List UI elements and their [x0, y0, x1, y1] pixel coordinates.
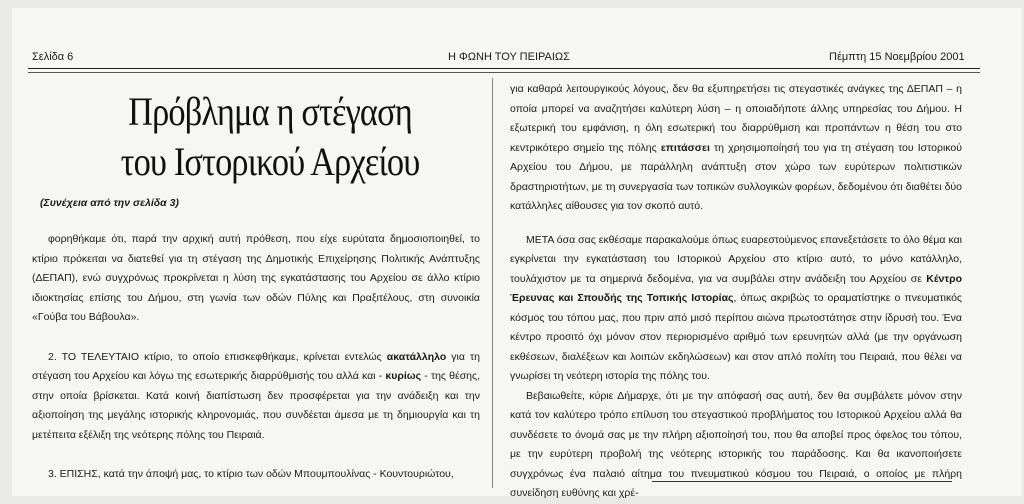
- page-number: Σελίδα 6: [32, 51, 74, 63]
- newspaper-name: Η ΦΩΝΗ ΤΟΥ ΠΕΙΡΑΙΩΣ: [448, 51, 570, 63]
- left-paragraph-1: φορηθήκαμε ότι, παρά την αρχική αυτή πρόθεση, που είχε ευρύτατα δημοσιοποιηθεί, το κτίριο πρόκειται να διατεθεί για τη στέγαση της Δημοτικής Επιχείρησης Πολιτικής Ανάπτυξης (ΔΕΠΑΠ), ενώ συγχρόνως προκρίνεται η λύση της εγκατάστασης του Αρχείου σε άλλο κτίριο ιδιοκτησίας επίσης του Δήμου, στη γωνία των οδών Πύλης και Πραξιτέλους, στη συνοικία «Γούβα του Βάβουλα».: [32, 233, 480, 323]
- right-paragraph-1: για καθαρά λειτουργικούς λόγους, δεν θα εξυπηρετήσει τις στεγαστικές ανάγκες της ΔΕΠΑΠ – η οποία μπορεί να αναζητήσει καλύτερη λύση – η οποιαδήποτε άλλης υπηρεσίας του Δήμου. Η εξωτερική του εμφάνιση, η όλη εσωτερική του διαρρύθμιση και προπάντων η θέση του στο κεντρικότερο σημείο της πόλης επιτάσσει τη χρησιμοποίησή του για τη στέγαση του Ιστορικού Αρχείου του Δήμου, με παράλληλη ανάπτυξη στον χώρο των ευρύτερων πολιτιστικών δραστηριοτήτων, με τη συνεργασία των τοπικών συλλογικών φορέων, δεδομένου ότι διαθέτει δύο κατάλληλες αίθουσες για τον σκοπό αυτό.: [510, 83, 962, 212]
- column-divider: [492, 78, 493, 488]
- header-rule-2: [28, 72, 980, 73]
- right-paragraph-3: Βεβαιωθείτε, κύριε Δήμαρχε, ότι με την απόφασή σας αυτή, δεν θα συμβάλετε μόνον στην κατά τον καλύτερο τρόπο επίλυση του στεγαστικού προβλήματος του Ιστορικού Αρχείου αλλά θα συνδέσετε το όνομά σας με την πλήρη αξιοποίησή του, που θα αποβεί προς όφελος του τόπου, με την ευρύτερη προβολή της νεότερης ιστορικής του παράδοσης. Και θα ικανοποιήσετε συγχρόνως ένα παλαιό αίτημα του πνευματικού κόσμου του Πειραιά, ο οποίος με πλήρη συνείδηση ευθύνης και χρέ-: [510, 389, 962, 499]
- right-column: [510, 80, 962, 504]
- bottom-rule: [652, 481, 952, 482]
- header-rule: [28, 68, 980, 69]
- right-paragraph-2: ΜΕΤΑ όσα σας εκθέσαμε παρακαλούμε όπως ευαρεστούμενος επανεξετάσετε το όλο θέμα και εγκρίνεται την εγκατάσταση του Ιστορικού Αρχείου στο κτίριο αυτό, το μόνο κατάλληλο, τουλάχιστον με τα σημερινά δεδομένα, για να συμβάλει στην ανάδειξη του Αρχείου σε Κέντρο Έρευνας και Σπουδής της Τοπικής Ιστορίας, όπως ακριβώς το οραματίστηκε ο πνευματικός κόσμος του τόπου μας, που πριν από μισό περίπου αιώνα πρωτοστάτησε στην ίδρυσή του. Ένα κέντρο προσιτό όχι μόνον στον περιορισμένο αριθμό των ερευνητών αλλά (με την οργάνωση εκθέσεων, διαλέξεων και λοιπών εκδηλώσεων) και στον απλό πολίτη του Πειραιά, που θέλει να γνωρίσει τη νεότερη ιστορία της πόλης του.: [510, 233, 962, 382]
- issue-date: Πέμπτη 15 Νοεμβρίου 2001: [829, 51, 965, 63]
- continuation-note: (Συνέχεια από την σελίδα 3): [40, 197, 179, 209]
- headline-line-1: Πρόβλημα η στέγαση: [128, 89, 412, 134]
- left-paragraph-3: 3. ΕΠΙΣΗΣ, κατά την άποψή μας, το κτίριο των οδών Μπουμπουλίνας - Κουντουριώτου,: [48, 468, 454, 480]
- left-paragraph-2: 2. ΤΟ ΤΕΛΕΥΤΑΙΟ κτίριο, το οποίο επισκεφθήκαμε, κρίνεται εντελώς ακατάλληλο για τη στέγαση του Αρχείου και λόγω της εσωτερικής διαρρύθμισής του αλλά και - κυρίως - της θέσης, στην οποία βρίσκεται. Κατά κοινή διαπίστωση δεν προσφέρεται για την ανάδειξη και την αξιοποίηση της μεγάλης ιστορικής κληρονομιάς, που συνδέεται άμεσα με τη δημιουργία και τη μετέπειτα εξέλιξη της νεότερης πόλης του Πειραιά.: [32, 350, 481, 441]
- headline-line-2: του Ιστορικού Αρχείου: [120, 139, 420, 184]
- left-column: [32, 230, 480, 485]
